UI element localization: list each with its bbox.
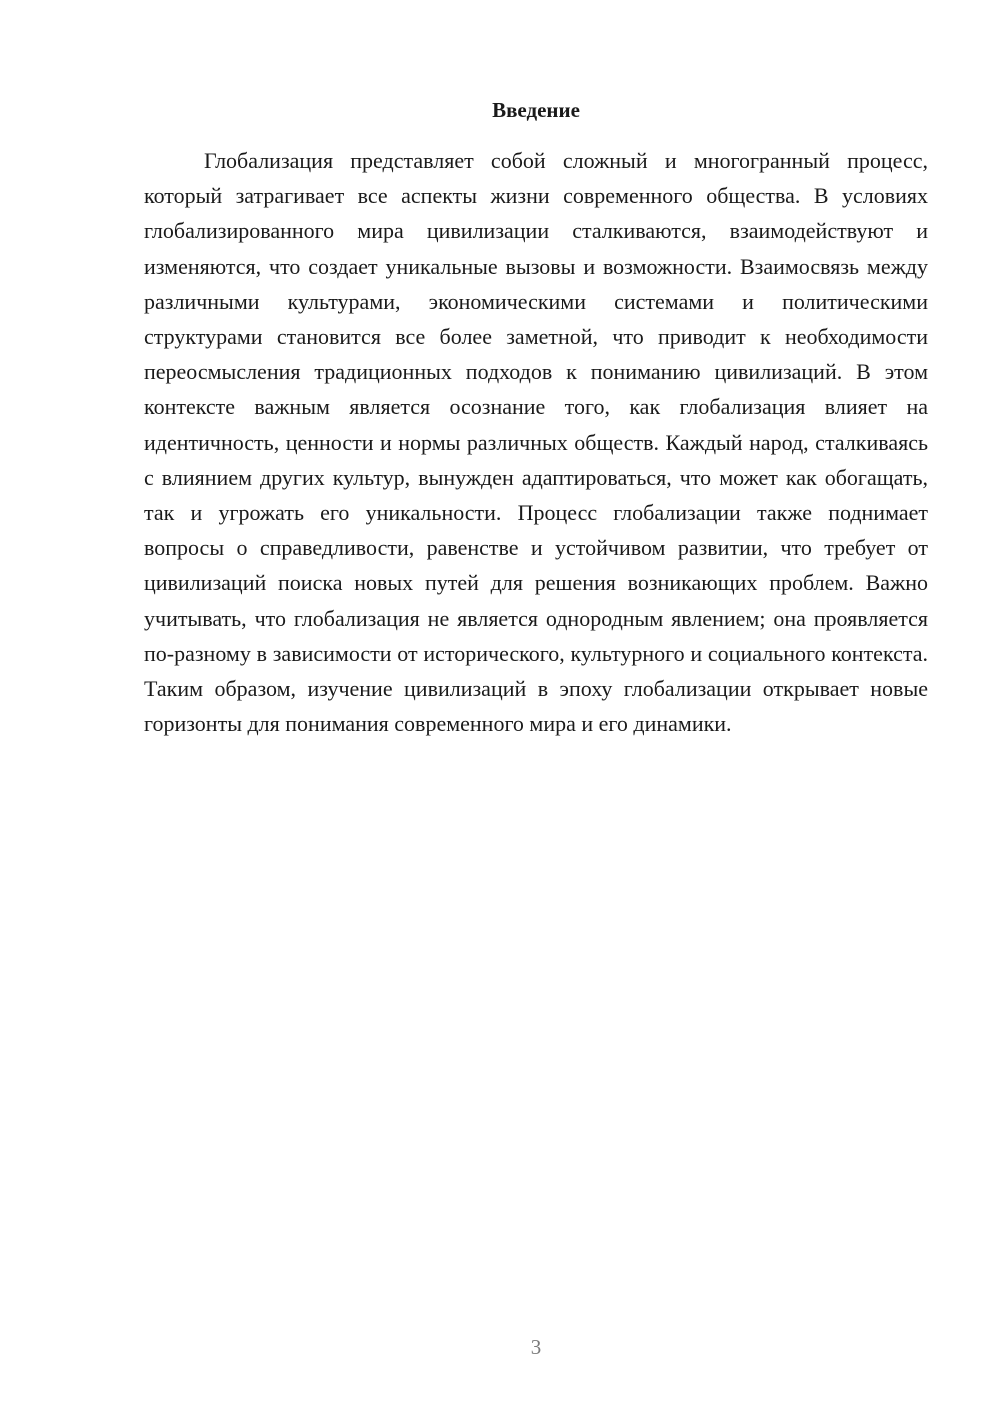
page-number: 3 bbox=[530, 1335, 542, 1359]
section-heading: Введение bbox=[492, 98, 580, 122]
body-paragraph: Глобализация представляет собой сложный и многогранный процесс, который затрагивает все аспекты жизни современного общества. В условиях глобализированного мира цивилизации сталкиваются, взаимодействуют и изменяются, что создает уникальные вызовы и возможности. Взаимосвязь между различными культурами, экономическими системами и политическими структурами становится все более заметной, что приводит к необходимости переосмысления традиционных подходов к пониманию цивилизаций. В этом контексте важным является осознание того, как глобализация влияет на идентичность, ценности и нормы различных обществ. Каждый народ, сталкиваясь с влиянием других культур, вынужден адаптироваться, что может как обогащать, так и угрожать его уникальности. Процесс глобализации также поднимает вопросы о справедливости, равенстве и устойчивом развитии, что требует от цивилизаций поиска новых путей для решения возникающих проблем. Важно учитывать, что глобализация не является однородным явлением; она проявляется по-разному в зависимости от исторического, культурного и социального контекста. Таким образом, изучение цивилизаций в эпоху глобализации открывает новые горизонты для понимания современного мира и его динамики. bbox=[144, 148, 928, 737]
